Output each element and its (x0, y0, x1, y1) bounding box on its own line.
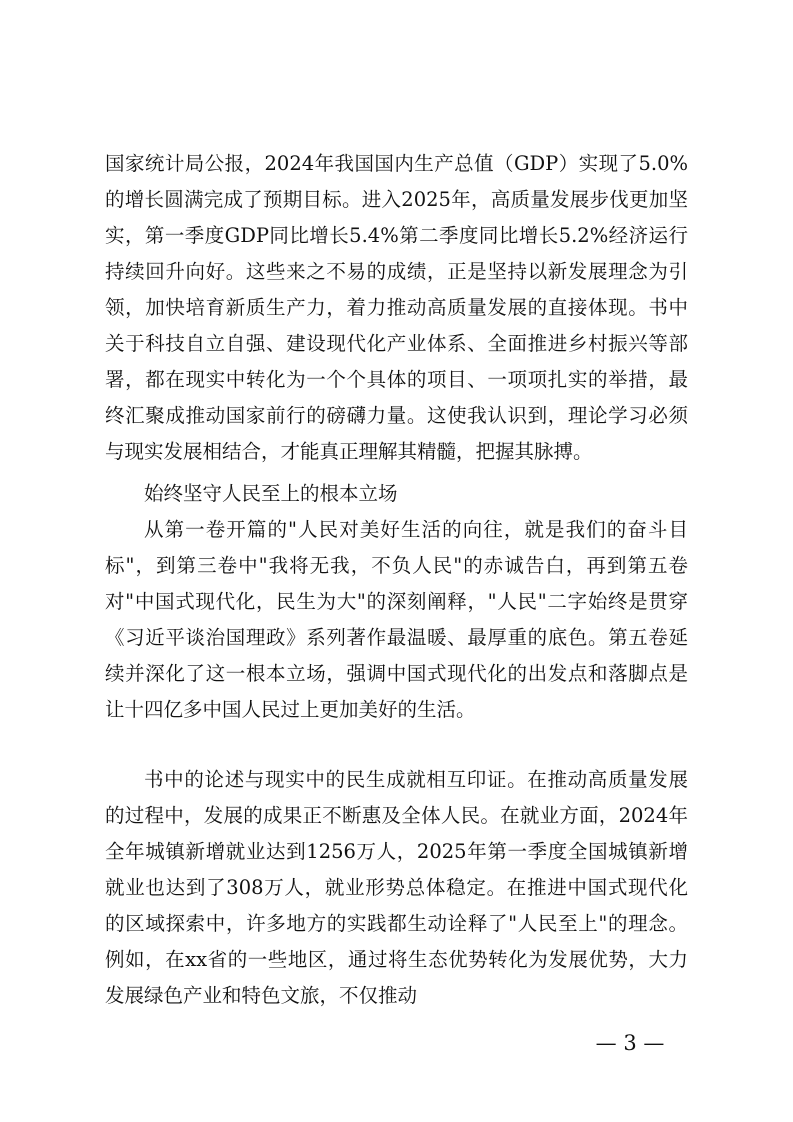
body-paragraph-2: 从第一卷开篇的"人民对美好生活的向往，就是我们的奋斗目标"，到第三卷中"我将无我，不负人民"的赤诚告白，再到第五卷对"中国式现代化，民生为大"的深刻阐释，"人民"二字始终是贯穿《习近平谈治国理政》系列著作最温暖、最厚重的底色。第五卷延续并深化了这一根本立场，强调中国式现代化的出发点和落脚点是让十四亿多中国人民过上更加美好的生活。 (105, 518, 688, 721)
page-number: — 3 — (595, 1031, 665, 1055)
section-heading: 始终坚守人民至上的根本立场 (144, 482, 398, 505)
section-heading-block (105, 476, 688, 512)
body-paragraph-1: 国家统计局公报，2024年我国国内生产总值（GDP）实现了5.0%的增长圆满完成了预期目标。进入2025年，高质量发展步伐更加坚实，第一季度GDP同比增长5.4%第二季度同比增长5.2%经济运行持续回升向好。这些来之不易的成绩，正是坚持以新发展理念为引领，加快培育新质生产力，着力推动高质量发展的直接体现。书中关于科技自立自强、建设现代化产业体系、全面推进乡村振兴等部署，都在现实中转化为一个个具体的项目、一项项扎实的举措，最终汇聚成推动国家前行的磅礴力量。这使我认识到，理论学习必须与现实发展相结合，才能真正理解其精髓，把握其脉搏。 (105, 152, 688, 463)
body-paragraph-3: 书中的论述与现实中的民生成就相互印证。在推动高质量发展的过程中，发展的成果正不断惠及全体人民。在就业方面，2024年全年城镇新增就业达到1256万人，2025年第一季度全国城镇新增就业也达到了308万人，就业形势总体稳定。在推进中国式现代化的区域探索中，许多地方的实践都生动诠释了"人民至上"的理念。例如，在xx省的一些地区，通过将生态优势转化为发展优势，大力发展绿色产业和特色文旅，不仅推动 (105, 768, 688, 1007)
